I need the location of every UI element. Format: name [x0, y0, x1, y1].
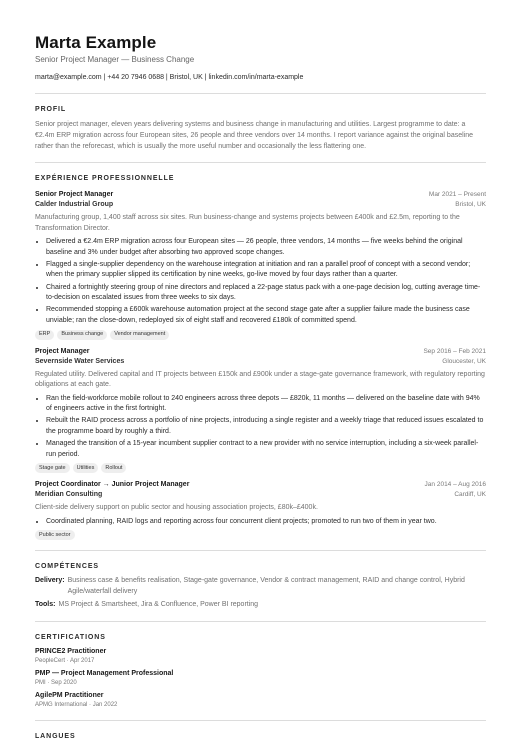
skill-row: [35, 576, 486, 597]
certification-item: [35, 647, 486, 666]
certification-item: [35, 669, 486, 688]
candidate-name: Marta Example: [35, 33, 157, 52]
section-title: PROFIL: [35, 106, 67, 113]
job-bullet: • Managed the transition of a 15-year incumbent supplier contract to a new provider with no service interruption, including a six-week parallel-run period.: [46, 439, 486, 460]
job-bullet: • Chaired a fortnightly steering group of nine directors and replaced a 22-page status pack with a one-page decision log, cutting average time-to-decision on escalated issues from three weeks to six days.: [46, 283, 486, 304]
skill-tag: Vendor management: [110, 330, 169, 340]
skill-row: [35, 600, 486, 611]
header: [35, 33, 486, 83]
job-tags: [35, 463, 486, 473]
headline: Senior Project Manager — Business Change: [35, 55, 195, 64]
job-bullet: • Flagged a single-supplier dependency on the warehouse integration at initiation and ran a parallel proof of concept with a second vendor; when the primary supplier slipped its certification by nine weeks, go-live moved by four days rather than a quarter.: [46, 260, 486, 281]
job-bullet: • Recommended stopping a £600k warehouse automation project at the second stage gate after a supplier failure made the business case unviable; ran the close-down, redeployed six of eight staff and recovered £180k of committed spend.: [46, 305, 486, 326]
job-company: Severnside Water Services: [35, 357, 125, 365]
skill-tag: ERP: [35, 330, 54, 340]
job-dates: Sep 2016 – Feb 2021: [423, 347, 486, 355]
section-title: EXPÉRIENCE PROFESSIONNELLE: [35, 175, 175, 182]
job-bullets: [35, 237, 486, 327]
profile-text: Senior project manager, eleven years delivering systems and business change in manufacturing and utilities. Largest programme to date: a €2.4m ERP migration across four European sites, 26 people and three vendors over 14 months. I report variance against the original baseline rather than the reforecast, which is usually the more useful number and occasionally the less flattering one.: [35, 121, 474, 150]
header-divider: [35, 93, 486, 94]
section-divider: [35, 550, 486, 551]
skill-tag: Stage gate: [35, 463, 70, 473]
job-title: Project Coordinator → Junior Project Manager: [35, 481, 190, 489]
skill-tag: Business change: [57, 330, 107, 340]
job-tags: [35, 530, 486, 540]
job-summary: Regulated utility. Delivered capital and IT projects between £150k and £900k under a stage-gate governance framework, with regulatory reporting obligations at each gate.: [35, 370, 485, 389]
job-summary: Client-side delivery support on public sector and housing association projects, £80k–£400k.: [35, 504, 318, 512]
section-title: COMPÉTENCES: [35, 563, 99, 571]
job-entry: [35, 347, 486, 474]
job-dates: Mar 2021 – Present: [428, 191, 486, 198]
job-title: Project Manager: [35, 347, 90, 355]
job-tags: [35, 330, 486, 340]
certification-meta: PeopleCert · Apr 2017: [35, 657, 95, 664]
skill-label: Tools:: [35, 601, 56, 609]
certification-name: PRINCE2 Practitioner: [35, 647, 107, 655]
skill-label: Delivery:: [35, 577, 65, 585]
certification-item: [35, 691, 486, 710]
certification-name: PMP — Project Management Professional: [35, 669, 174, 677]
certification-name: AgilePM Practitioner: [35, 691, 104, 699]
certification-meta: PMI · Sep 2020: [35, 679, 77, 686]
job-summary: Manufacturing group, 1,400 staff across six sites. Run business-change and systems projects between £400k and £2.5m, reporting to the Transformation Director.: [35, 214, 460, 232]
skill-tag: Rollout: [101, 463, 126, 473]
job-bullet: • Coordinated planning, RAID logs and reporting across four concurrent client projects; promoted to run two of them in year two.: [46, 517, 486, 528]
section-divider: [35, 621, 486, 622]
section-title: CERTIFICATIONS: [35, 633, 106, 641]
job-bullet: • Ran the field-workforce mobile rollout to 240 engineers across three depots — £820k, 11 months — delivered on the baseline date with 94% of engineers active in the first fortnight.: [46, 394, 486, 415]
job-bullets: [35, 517, 486, 528]
job-bullet: • Rebuilt the RAID process across a portfolio of nine projects, introducing a single register and a weekly triage that reduced issues escalated to the programme board by roughly a third.: [46, 416, 486, 437]
certifications-section: [35, 633, 486, 710]
skill-value: Business case & benefits realisation, Stage-gate governance, Vendor & contract management, RAID and change control, Hybrid Agile/waterfall delivery: [67, 577, 465, 595]
job-bullets: [35, 394, 486, 461]
skill-tag: Public sector: [35, 530, 75, 540]
job-entry: [35, 190, 486, 340]
languages-section: [35, 732, 486, 741]
skill-value: MS Project & Smartsheet, Jira & Confluence, Power BI reporting: [58, 601, 259, 609]
section-divider: [35, 162, 486, 163]
profile-section: [35, 105, 486, 152]
experience-section: [35, 174, 486, 540]
job-location: Cardiff, UK: [454, 491, 486, 499]
job-location: Bristol, UK: [455, 201, 486, 208]
contact-line: marta@example.com | +44 20 7946 0688 | Bristol, UK | linkedin.com/in/marta-example: [35, 74, 304, 81]
section-title: LANGUES: [35, 732, 76, 740]
certification-meta: APMG International · Jan 2022: [35, 701, 118, 708]
job-location: Gloucester, UK: [442, 357, 486, 365]
job-entry: [35, 480, 486, 540]
section-divider: [35, 720, 486, 721]
job-title: Senior Project Manager: [35, 191, 114, 198]
skill-tag: Utilities: [73, 463, 99, 473]
skills-section: [35, 562, 486, 611]
job-dates: Jan 2014 – Aug 2016: [424, 481, 486, 489]
job-company: Calder Industrial Group: [35, 201, 114, 208]
job-company: Meridian Consulting: [35, 491, 103, 499]
job-bullet: • Delivered a €2.4m ERP migration across four European sites — 26 people, three vendors, 14 months — five weeks behind the original baseline and 3% under budget after absorbing two approved scope changes.: [46, 237, 486, 258]
